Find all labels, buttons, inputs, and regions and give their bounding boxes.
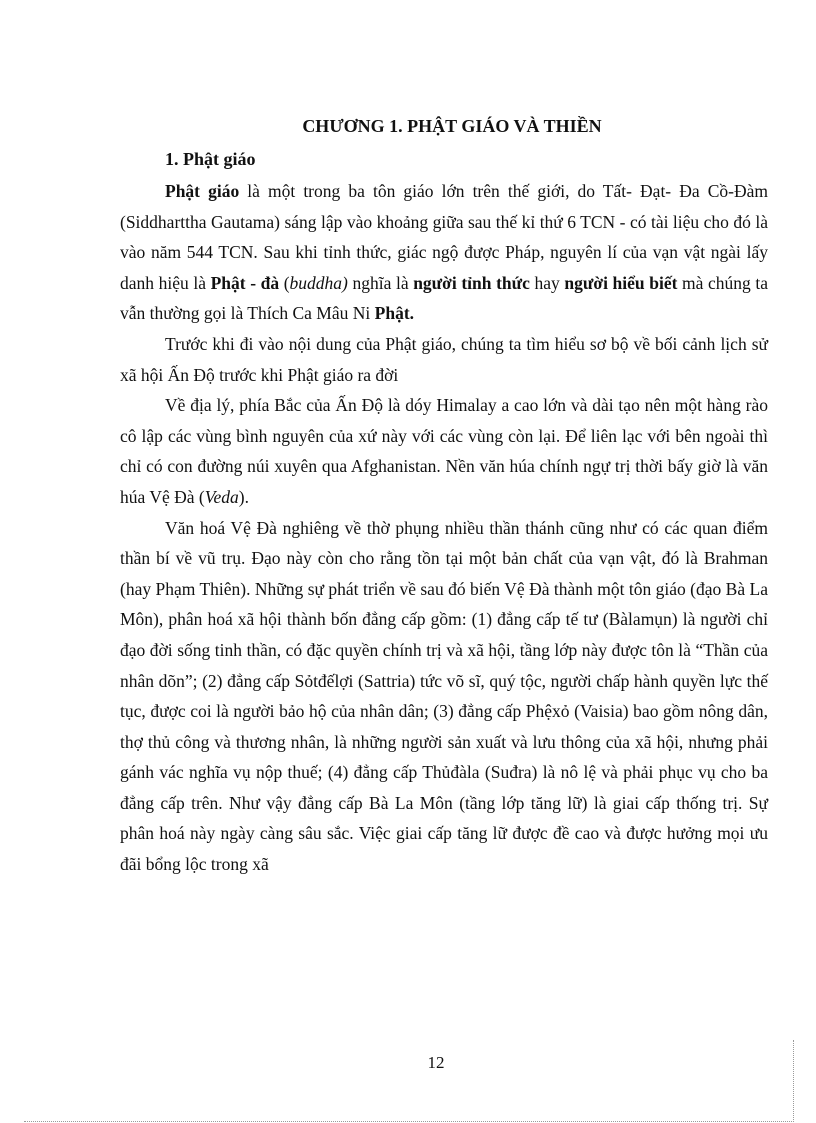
paragraph-geography: Về địa lý, phía Bắc của Ấn Độ là dóy Himalay a cao lớn và dài tạo nên một hàng rào cô lập các vùng bình nguyên của xứ này với các vùng còn lại. Để liên lạc với bên ngoài thì chỉ có con đường núi xuyên qua Afghanistan. Nền văn húa chính ngự trị thời bấy giờ là văn húa Vệ Đà (Veda).: [120, 395, 768, 507]
paragraph-veda-culture: Văn hoá Vệ Đà nghiêng về thờ phụng nhiều thần thánh cũng như có các quan điểm thần bí về vũ trụ. Đạo này còn cho rằng tồn tại một bản chất của vạn vật, đó là Brahman (hay Phạm Thiên). Những sự phát triển về sau đó biến Vệ Đà thành một tôn giáo (đạo Bà La Môn), phân hoá xã hội thành bốn đẳng cấp gồm: (1) đẳng cấp tế tư (Bàlamụn) là người chỉ đạo đời sống tinh thần, có đặc quyền chính trị và xã hội, tầng lớp này được tôn là “Thần của nhân dõn”; (2) đẳng cấp Sỏtđếlợi (Sattria) tức võ sĩ, quý tộc, người chấp hành quyền lực thế tục, được coi là người bảo hộ của nhân dân; (3) đẳng cấp Phệxỏ (Vaisia) bao gồm nông dân, thợ thủ công và thương nhân, là những người sản xuất và lưu thông của xã hội, nhưng phải gánh vác nghĩa vụ nộp thuế; (4) đẳng cấp Thủđàla (Suđra) là nô lệ và phải phục vụ cho ba đẳng cấp trên. Như vậy đẳng cấp Bà La Môn (tầng lớp tăng lữ) là giai cấp thống trị. Sự phân hoá này ngày càng sâu sắc. Việc giai cấp tăng lữ được đề cao và được hưởng mọi ưu đãi bổng lộc trong xã: [120, 517, 768, 875]
page-border-bottom: [24, 1121, 792, 1122]
term-phat: Phật.: [374, 303, 415, 324]
term-nguoi-tinh-thuc: người tỉnh thức: [413, 272, 530, 293]
section-heading: 1. Phật giáo: [165, 149, 256, 169]
paragraph-intro: Phật giáo là một trong ba tôn giáo lớn trên thế giới, do Tất- Đạt- Đa Cồ-Đàm (Siddharttha Gautama) sáng lập vào khoảng giữa sau thế kỉ thứ 6 TCN - có tài liệu cho đó là vào năm 544 TCN. Sau khi tỉnh thức, giác ngộ được Pháp, nguyên lí của vạn vật ngài lấy danh hiệu là Phật - đà (buddha) nghĩa là người tỉnh thức hay người hiểu biết mà chúng ta vẫn thường gọi là Thích Ca Mâu Ni Phật.: [120, 181, 769, 324]
body-text: [120, 176, 768, 880]
page-border-right: [793, 1040, 794, 1122]
term-veda: Veda: [204, 486, 239, 507]
paragraph-context: Trước khi đi vào nội dung của Phật giáo, chúng ta tìm hiểu sơ bộ về bối cảnh lịch sử xã hội Ấn Độ trước khi Phật giáo ra đời: [120, 333, 768, 385]
term-phat-giao: Phật giáo: [165, 181, 240, 201]
term-phat-da: Phật - đà: [210, 272, 280, 293]
chapter-title: CHƯƠNG 1. PHẬT GIÁO VÀ THIỀN: [302, 116, 602, 136]
term-buddha: buddha): [289, 272, 348, 293]
page-number: 12: [427, 1053, 445, 1072]
term-nguoi-hieu-biet: người hiểu biết: [564, 272, 678, 293]
